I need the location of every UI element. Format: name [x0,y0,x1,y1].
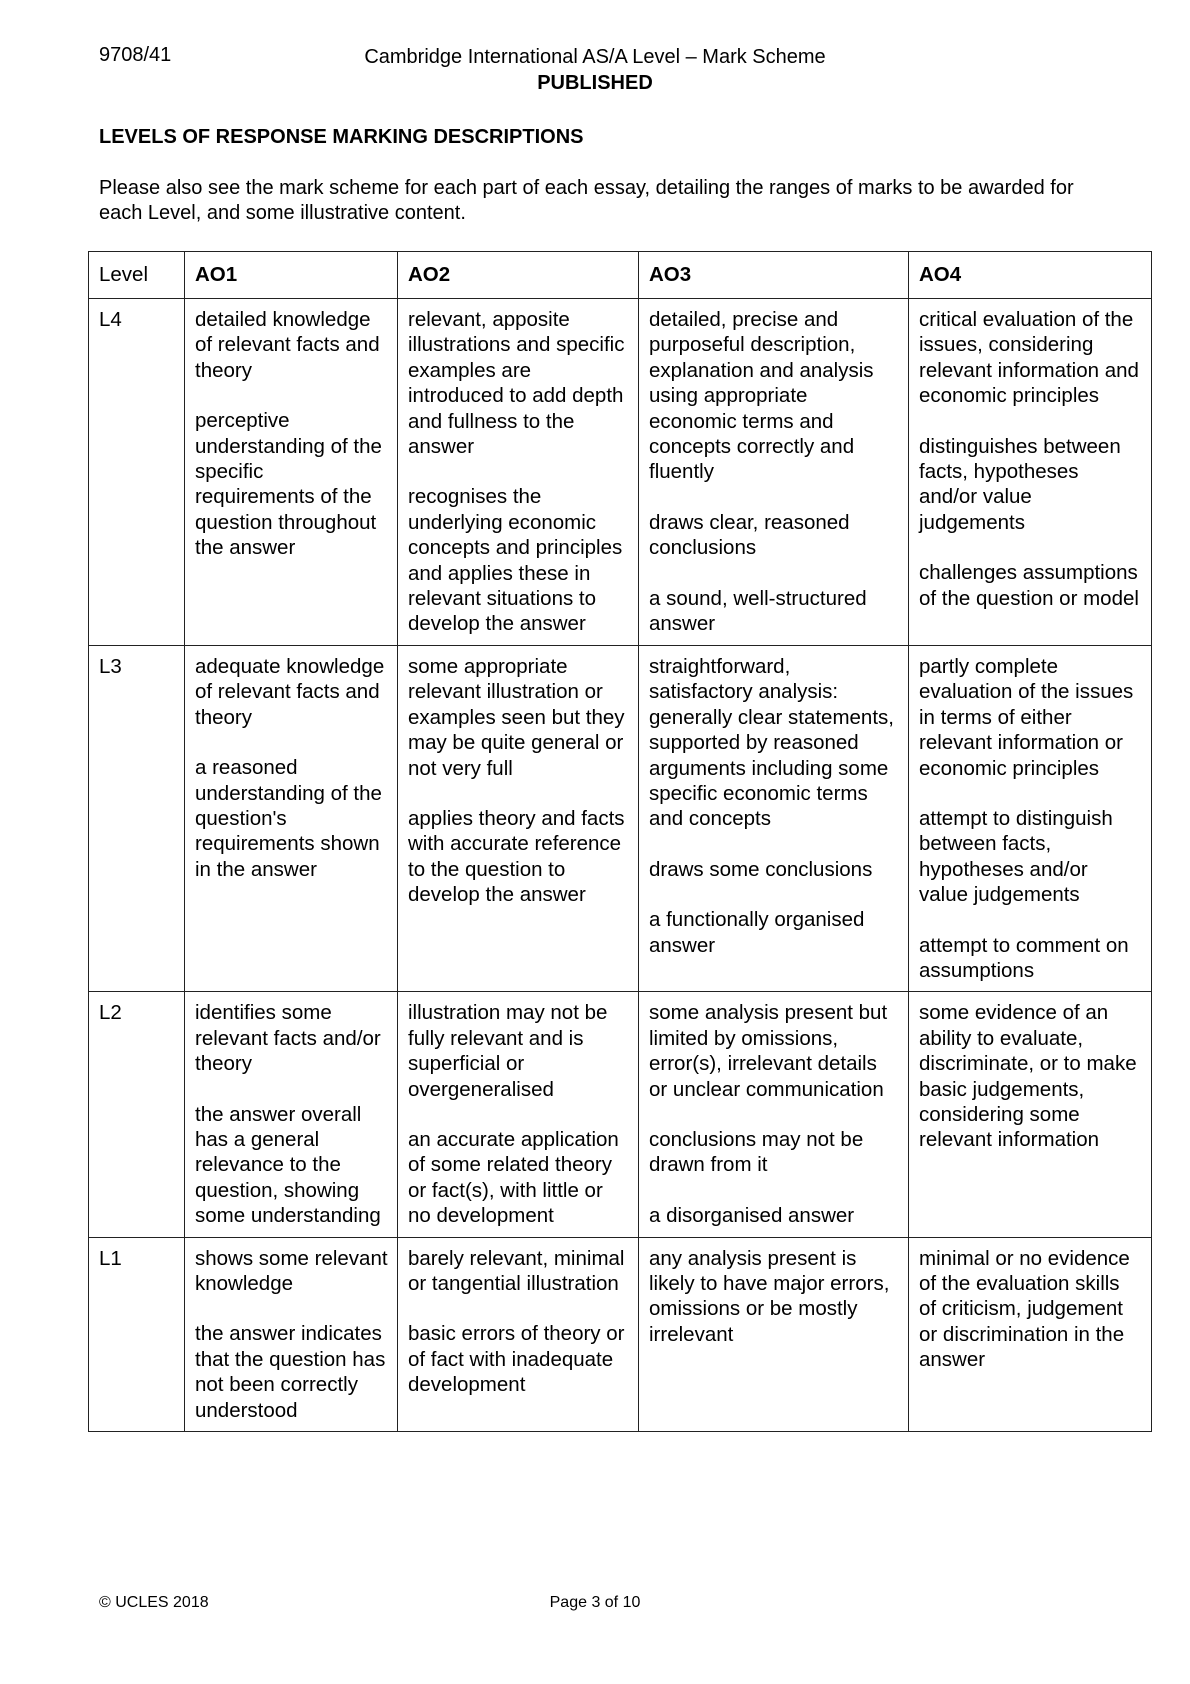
ao3-cell [639,1237,909,1431]
table-row [89,1237,1152,1431]
descriptor-text: detailed, precise and purposeful description, explanation and analysis using appropriate economic terms and concepts correctly and fluently [649,308,874,484]
descriptor-text: the answer indicates that the question has not been correctly understood [195,1322,386,1422]
descriptor-text: adequate knowledge of relevant facts and theory [195,654,385,729]
ao1-cell [185,992,398,1237]
column-header-ao4: AO4 [909,252,1152,299]
ao4-cell [909,992,1152,1237]
section-title: LEVELS OF RESPONSE MARKING DESCRIPTIONS [99,126,584,148]
copyright-notice: © UCLES 2018 [99,1594,209,1611]
descriptor-text: distinguishes between facts, hypotheses and/or value judgements [919,434,1121,534]
descriptor-text: a sound, well-structured answer [649,586,867,636]
ao2-cell [398,1237,639,1431]
descriptor-text: any analysis present is likely to have major errors, omissions or be mostly irrelevant [649,1246,890,1346]
descriptor-text: draws some conclusions [649,857,873,881]
descriptor-text: an accurate application of some related theory or fact(s), with little or no development [408,1127,619,1228]
published-label: PUBLISHED [537,72,653,94]
descriptor-text: some analysis present but limited by omissions, error(s), irrelevant details or unclear communication [649,1001,888,1101]
ao3-cell [639,299,909,646]
descriptor-text: recognises the underlying economic concepts and principles and applies these in relevant situations to develop the answer [408,485,623,636]
level-cell: L3 [89,645,185,991]
descriptor-text: partly complete evaluation of the issues in terms of either relevant information or economic principles [919,654,1134,780]
table-row [89,992,1152,1237]
ao4-cell [909,1237,1152,1431]
table-body [89,299,1152,1432]
descriptor-text: critical evaluation of the issues, considering relevant information and economic principles [919,308,1139,408]
levels-table [88,251,1152,1432]
descriptor-text: draws clear, reasoned conclusions [649,510,850,560]
column-header-ao1: AO1 [185,252,398,299]
ao1-cell [185,299,398,646]
descriptor-text: relevant, apposite illustrations and specific examples are introduced to add depth and fullness to the answer [408,308,625,459]
descriptor-text: a reasoned understanding of the question's requirements shown in the answer [195,756,382,881]
ao3-cell [639,992,909,1237]
level-cell: L2 [89,992,185,1237]
intro-paragraph: Please also see the mark scheme for each part of each essay, detailing the ranges of marks to be awarded for each Level, and some illustrative content. [99,177,1074,224]
descriptor-text: basic errors of theory or of fact with inadequate development [408,1322,625,1397]
page-number: Page 3 of 10 [549,1594,641,1611]
descriptor-text: minimal or no evidence of the evaluation skills of criticism, judgement or discrimination in the answer [919,1246,1130,1372]
level-cell: L4 [89,299,185,646]
ao4-cell [909,299,1152,646]
descriptor-text: straightforward, satisfactory analysis: generally clear statements, supported by reasoned arguments including some specific economic terms and concepts [649,654,894,831]
paper-code: 9708/41 [99,44,172,66]
ao2-cell [398,992,639,1237]
descriptor-text: challenges assumptions of the question or model [919,561,1139,610]
descriptor-text: the answer overall has a general relevance to the question, showing some understanding [195,1102,381,1228]
descriptor-text: conclusions may not be drawn from it [649,1127,864,1177]
ao3-cell [639,645,909,991]
ao1-cell [185,645,398,991]
descriptor-text: applies theory and facts with accurate reference to the question to develop the answer [408,806,625,907]
descriptor-text: a functionally organised answer [649,908,865,957]
descriptor-text: some appropriate relevant illustration or examples seen but they may be quite general or not very full [408,654,625,780]
table-row [89,299,1152,646]
descriptor-text: some evidence of an ability to evaluate, discriminate, or to make basic judgements, considering some relevant information [919,1001,1137,1152]
ao4-cell [909,645,1152,991]
descriptor-text: attempt to distinguish between facts, hypotheses and/or value judgements [919,806,1113,907]
descriptor-text: shows some relevant knowledge [195,1246,388,1295]
document-title: Cambridge International AS/A Level – Mark Scheme [364,46,826,68]
column-header-level: Level [89,252,185,299]
descriptor-text: perceptive understanding of the specific requirements of the question throughout the answer [195,409,382,560]
column-header-ao3: AO3 [639,252,909,299]
level-cell: L1 [89,1237,185,1431]
column-header-ao2: AO2 [398,252,639,299]
descriptor-text: illustration may not be fully relevant and is superficial or overgeneralised [408,1001,608,1101]
ao2-cell [398,645,639,991]
descriptor-text: attempt to comment on assumptions [919,933,1129,982]
table-row [89,645,1152,991]
document-header [0,44,1190,96]
ao2-cell [398,299,639,646]
table-header-row [89,252,1152,299]
descriptor-text: barely relevant, minimal or tangential illustration [408,1246,625,1295]
descriptor-text: identifies some relevant facts and/or theory [195,1001,381,1076]
descriptor-text: detailed knowledge of relevant facts and theory [195,308,380,382]
descriptor-text: a disorganised answer [649,1203,855,1227]
ao1-cell [185,1237,398,1431]
